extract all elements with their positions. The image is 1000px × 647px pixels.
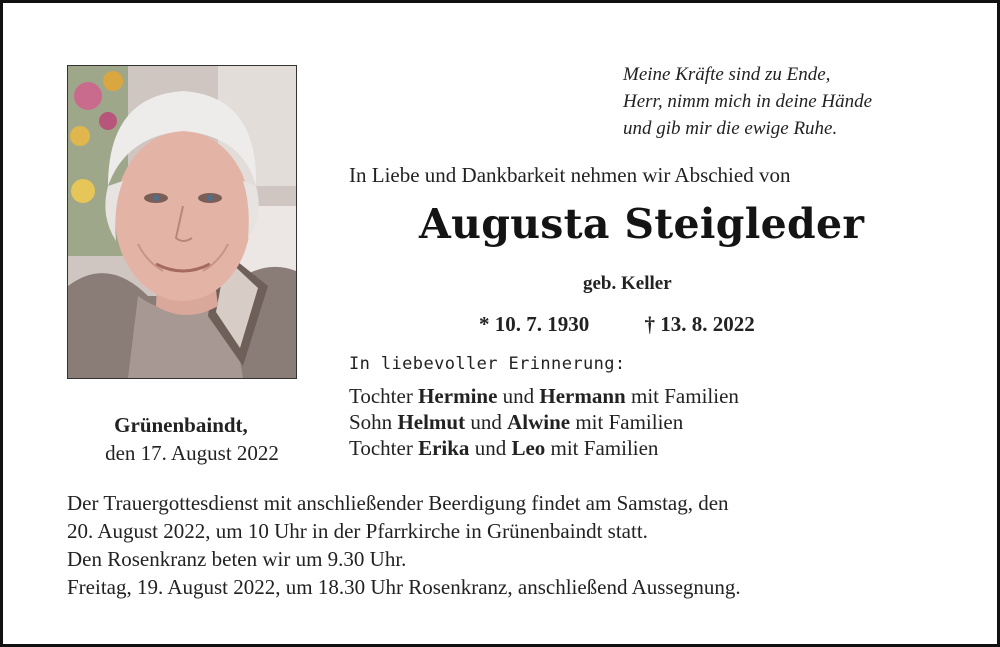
deceased-name: Augusta Steigleder [419,200,865,248]
intro-text: In Liebe und Dankbarkeit nehmen wir Abschied von [349,163,791,187]
poem-line: und gib mir die ewige Ruhe. [623,118,838,139]
service-line: Freitag, 19. August 2022, um 18.30 Uhr Rosenkranz, anschließend Aussegnung. [67,575,741,599]
poem-line: Herr, nimm mich in deine Hände [623,91,873,112]
remembrance-heading: In liebevoller Erinnerung: [349,354,626,374]
place-and-date [67,411,295,467]
mourner-row: Tochter Hermine und Hermann mit Familien [349,384,739,408]
service-line: Den Rosenkranz beten wir um 9.30 Uhr. [67,547,407,571]
life-dates [479,312,755,337]
poem-line: Meine Kräfte sind zu Ende, [623,64,831,85]
service-line: 20. August 2022, um 10 Uhr in der Pfarrkirche in Grünenbaindt statt. [67,519,648,543]
maiden-name: geb. Keller [583,273,672,294]
mourner-row: Sohn Helmut und Alwine mit Familien [349,410,684,434]
birth-date: * 10. 7. 1930 [479,312,590,336]
place-date: den 17. August 2022 [105,441,279,465]
place-town: Grünenbaindt, [114,413,248,437]
poem [623,61,872,142]
portrait-photo [67,65,297,379]
service-line: Der Trauergottesdienst mit anschließender Beerdigung findet am Samstag, den [67,491,729,515]
mourner-row: Tochter Erika und Leo mit Familien [349,436,659,460]
service-info [67,489,977,601]
mourners-list [349,383,739,461]
death-date: † 13. 8. 2022 [644,312,755,336]
